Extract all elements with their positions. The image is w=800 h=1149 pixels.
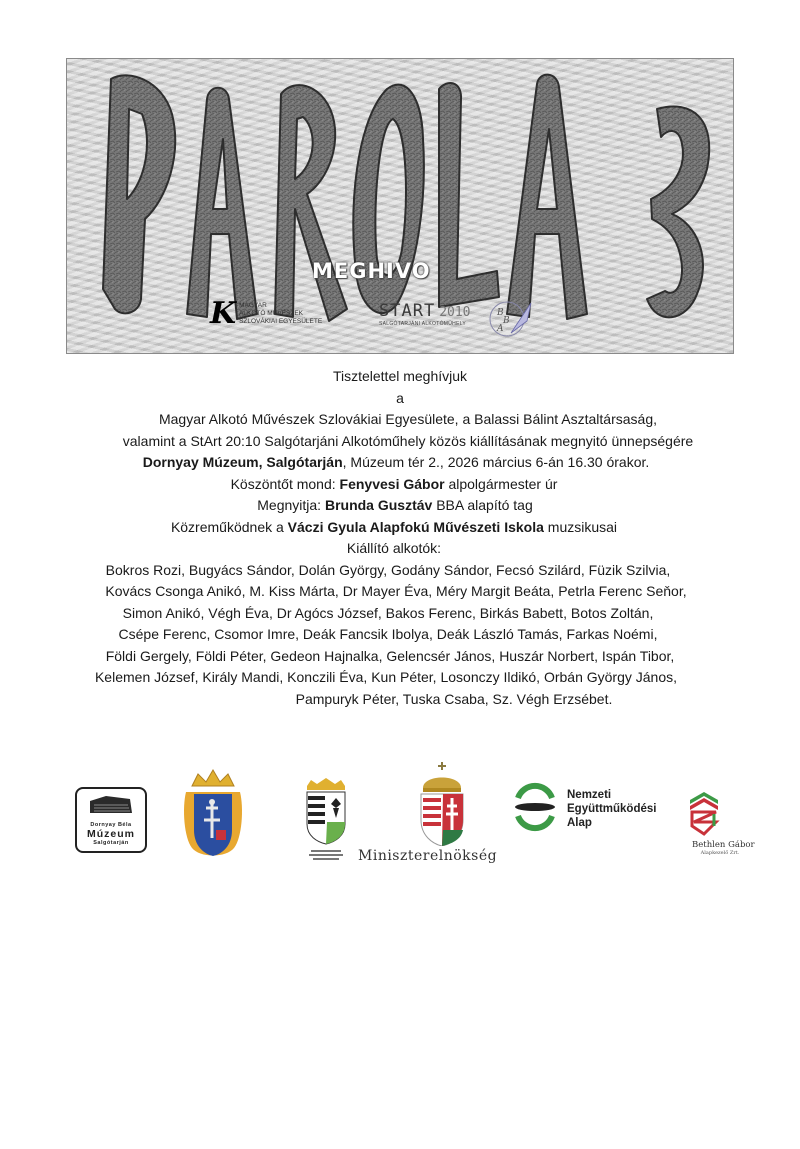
venue-details: , Múzeum tér 2., 2026 március 6-án 16.30 órakor. <box>342 454 650 470</box>
invitation-body <box>0 366 800 710</box>
venue-line <box>0 452 796 474</box>
start-year: 2010 <box>439 305 471 320</box>
museum-building-icon <box>86 793 136 817</box>
artists-line: Pampuryk Péter, Tuska Csaba, Sz. Végh Erzsébet. <box>295 690 613 707</box>
start-workshop-logo <box>379 301 471 327</box>
svg-text:B: B <box>503 316 510 326</box>
association-name-line: SZLOVÁKIAI EGYESÜLETE <box>239 318 323 325</box>
opening-label: Megnyitja: <box>257 497 325 513</box>
salgotarjan-city-coat-of-arms-icon <box>305 778 347 864</box>
bethlen-gabor-name <box>692 840 755 856</box>
organizers-line-2: valamint a StArt 20:10 Salgótarjáni Alkotóműhely közös kiállításának megnyitó ünnepségére <box>122 432 694 449</box>
opening-line <box>0 495 795 517</box>
nea-name-line: Együttműködési <box>567 803 657 815</box>
bba-quill-logo-icon <box>487 291 537 341</box>
nograd-county-coat-of-arms-icon <box>182 768 244 864</box>
svg-text:A: A <box>497 324 504 334</box>
association-name-line: MAGYAR <box>239 302 267 309</box>
start-subtitle: SALGÓTARJÁNI ALKOTÓMŰHELY <box>379 321 467 327</box>
association-logo <box>210 296 323 331</box>
museum-name-top: Dornyay Béla <box>90 822 132 828</box>
bethlen-gabor-fund-icon <box>686 790 722 836</box>
nea-name-line: Alap <box>567 817 592 829</box>
association-mark-icon: K <box>210 296 237 331</box>
venue-name: Dornyay Múzeum, Salgótarján <box>142 454 343 470</box>
dornyay-museum-logo <box>75 787 147 853</box>
bethlen-name: Bethlen Gábor <box>692 840 755 850</box>
artists-heading: Kiállító alkotók: <box>346 540 442 556</box>
artists-line: Kelemen József, Király Mandi, Konczili Éva, Kun Péter, Losonczy Ildikó, Orbán György János, <box>94 669 678 685</box>
welcome-speaker: Fenyvesi Gábor <box>339 475 445 492</box>
hungarian-coat-of-arms-icon <box>415 762 469 846</box>
welcome-title: alpolgármester úr <box>444 475 558 492</box>
music-label: Közreműködnek a <box>170 518 288 535</box>
music-suffix: muzsikusai <box>543 518 618 535</box>
welcome-label: Köszöntőt mond: <box>230 475 340 492</box>
opening-speaker: Brunda Gusztáv <box>324 497 433 513</box>
article-line: a <box>396 389 404 406</box>
museum-city: Salgótarján <box>93 840 129 846</box>
artists-line: Kovács Csonga Anikó, M. Kiss Márta, Dr Mayer Éva, Méry Margit Beáta, Petrla Ferenc Seňor, <box>105 583 687 599</box>
welcome-line <box>0 474 794 496</box>
title-banner <box>66 58 734 354</box>
greeting: Tisztelettel meghívjuk <box>332 368 468 384</box>
nea-name <box>567 788 656 830</box>
opening-title: BBA alapító tag <box>432 497 533 513</box>
start-word: START <box>379 301 436 321</box>
invitation-subtitle: MEGHIVO <box>312 259 431 283</box>
nea-ring-icon <box>512 782 558 832</box>
artists-line: Simon Anikó, Végh Éva, Dr Agócs József, Bakos Ferenc, Birkás Babett, Botos Zoltán, <box>122 604 654 621</box>
artists-line: Földi Gergely, Földi Péter, Gedeon Hajnalka, Gelencsér János, Huszár Norbert, Ispán Tibor, <box>105 647 675 664</box>
music-school: Váczi Gyula Alapfokú Művészeti Iskola <box>287 518 544 535</box>
ministry-name: Miniszterelnökség <box>358 848 498 864</box>
association-name-line: ALKOTÓ MŰVÉSZEK <box>239 310 304 317</box>
bethlen-subtitle: Alapkezelő Zrt. <box>700 850 740 856</box>
organizers-line-1: Magyar Alkotó Művészek Szlovákiai Egyesülete, a Balassi Bálint Asztaltársaság, <box>158 411 658 427</box>
sponsor-logos <box>0 760 800 870</box>
museum-name-main: Múzeum <box>87 828 135 840</box>
music-line <box>0 517 794 539</box>
artists-line: Csépe Ferenc, Csomor Imre, Deák Fancsik Ibolya, Deák László Tamás, Farkas Noémi, <box>118 626 658 642</box>
artists-line: Bokros Rozi, Bugyács Sándor, Dolán György, Godány Sándor, Fecsó Szilárd, Füzik Szilvia, <box>105 561 671 578</box>
nea-name-line: Nemzeti <box>567 789 612 801</box>
svg-text:B: B <box>497 308 504 318</box>
